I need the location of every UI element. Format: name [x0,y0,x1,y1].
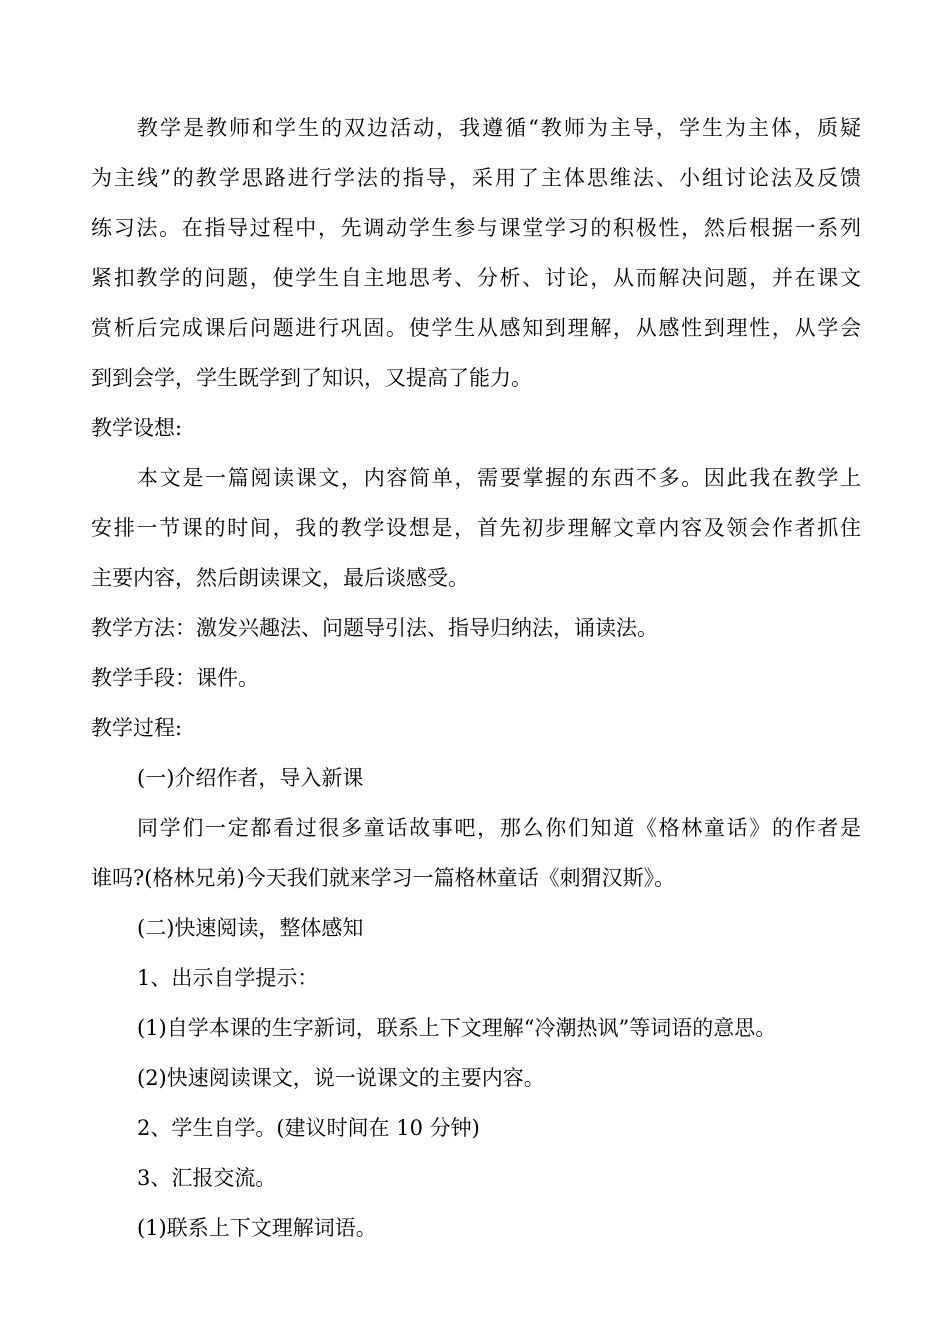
text-line: 紧扣教学的问题，使学生自主地思考、分析、讨论，从而解决问题，并在课文 [91,266,861,290]
intro-paragraph [91,103,861,403]
text-line: 教学是教师和学生的双边活动，我遵循“教师为主导，学生为主体，质疑 [137,116,861,140]
design-paragraph [91,453,861,603]
text-line: 本文是一篇阅读课文，内容简单，需要掌握的东西不多。因此我在教学上 [137,466,861,490]
list-item: (2)快速阅读课文，说一说课文的主要内容。 [137,1066,545,1090]
list-item: 2、学生自学。(建议时间在 10 分钟) [137,1116,480,1140]
text-line: 练习法。在指导过程中，先调动学生参与课堂学习的积极性，然后根据一系列 [91,216,861,240]
text-line: 为主线”的教学思路进行学法的指导，采用了主体思维法、小组讨论法及反馈 [91,166,861,190]
text-line: 到到会学，学生既学到了知识，又提高了能力。 [91,366,532,390]
list-item: (1)自学本课的生字新词，联系上下文理解“冷潮热讽”等词语的意思。 [137,1016,777,1040]
step2-heading: (二)快速阅读，整体感知 [137,916,364,940]
text-line: 主要内容，然后朗读课文，最后谈感受。 [91,566,469,590]
text-line: 赏析后完成课后问题进行巩固。使学生从感知到理解，从感性到理性，从学会 [91,316,861,340]
process-heading: 教学过程: [91,716,183,740]
list-item: 3、汇报交流。 [137,1166,277,1190]
list-item: 1、出示自学提示： [137,966,319,990]
text-line: 同学们一定都看过很多童话故事吧，那么你们知道《格林童话》的作者是 [137,816,861,840]
step1-paragraph [91,803,861,903]
step1-heading: (一)介绍作者，导入新课 [137,766,364,790]
list-item: (1)联系上下文理解词语。 [137,1216,377,1240]
means-line: 教学手段：课件。 [91,666,259,690]
text-line: 谁吗?(格林兄弟)今天我们就来学习一篇格林童话《刺猬汉斯》。 [91,866,676,890]
design-heading: 教学设想: [91,416,183,440]
methods-line: 教学方法：激发兴趣法、问题导引法、指导归纳法，诵读法。 [91,616,658,640]
text-line: 安排一节课的时间，我的教学设想是，首先初步理解文章内容及领会作者抓住 [91,516,861,540]
document-page [91,103,861,1253]
